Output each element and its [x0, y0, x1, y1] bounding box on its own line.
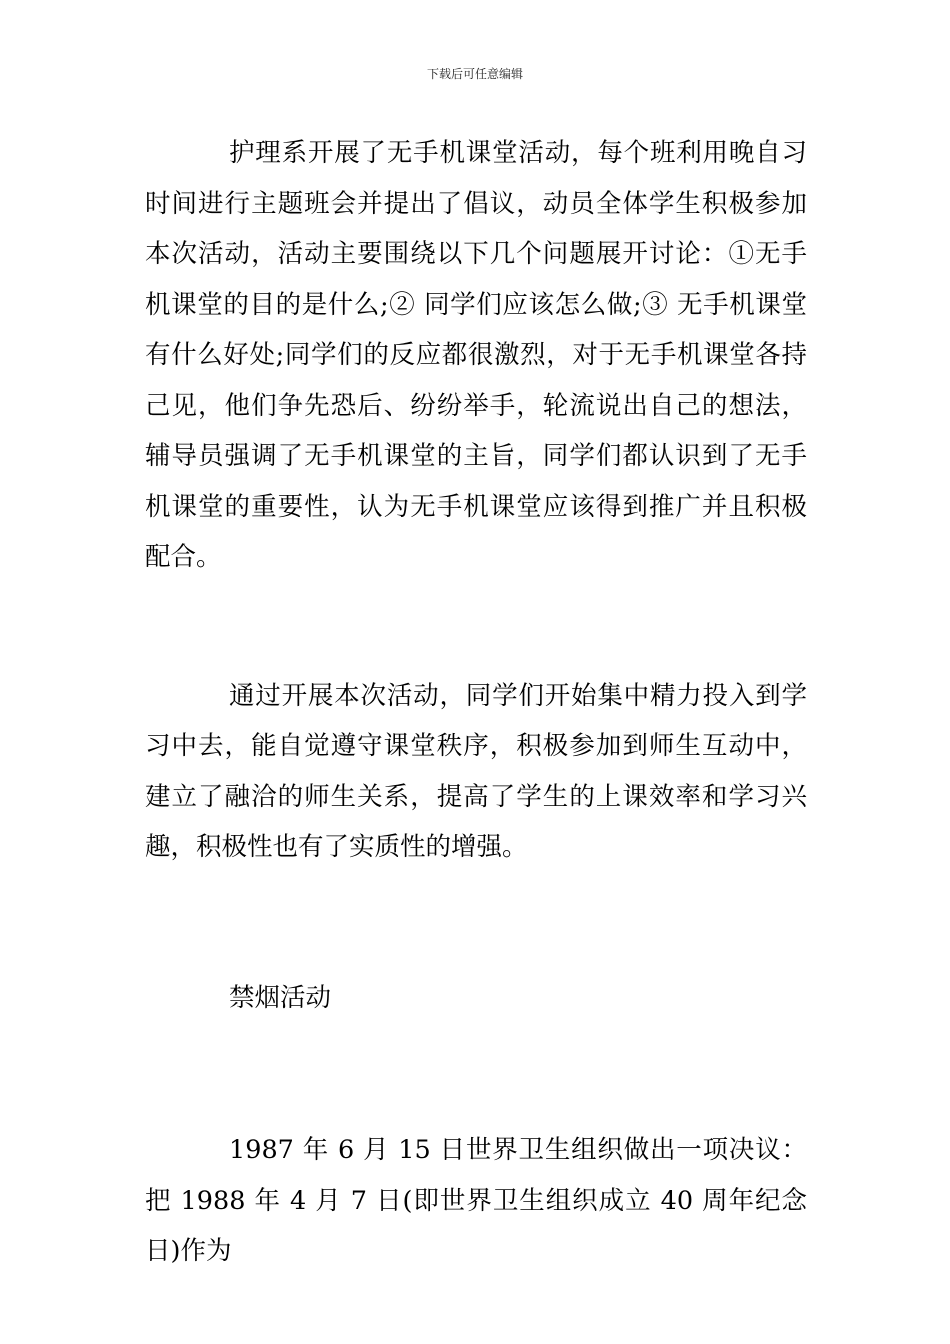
page-header: 下载后可任意编辑	[426, 67, 523, 81]
paragraph-who-resolution: 1987 年 6 月 15 日世界卫生组织做出一项决议：把 1988 年 4 月 7 日(即世界卫生组织成立 40 周年纪念日)作为	[145, 1135, 807, 1266]
document-body	[145, 128, 807, 1277]
paragraph-spacer	[145, 583, 807, 671]
paragraph-spacer	[145, 1023, 807, 1125]
section-heading-no-smoking: 禁烟活动	[229, 982, 332, 1013]
paragraph-spacer	[145, 873, 807, 973]
paragraph-activity-results: 通过开展本次活动，同学们开始集中精力投入到学习中去，能自觉遵守课堂秩序，积极参加到师生互动中，建立了融洽的师生关系，提高了学生的上课效率和学习兴趣，积极性也有了实质性的增强。	[145, 680, 807, 862]
paragraph-no-phone-classroom: 护理系开展了无手机课堂活动，每个班利用晚自习时间进行主题班会并提出了倡议，动员全体学生积极参加本次活动，活动主要围绕以下几个问题展开讨论：①无手机课堂的目的是什么;② 同学们应该怎么做;③ 无手机课堂有什么好处;同学们的反应都很激烈，对于无手机课堂各持己见，他们争先恐后、纷纷举手，轮流说出自己的想法，辅导员强调了无手机课堂的主旨，同学们都认识到了无手机课堂的重要性，认为无手机课堂应该得到推广并且积极配合。	[145, 138, 807, 572]
